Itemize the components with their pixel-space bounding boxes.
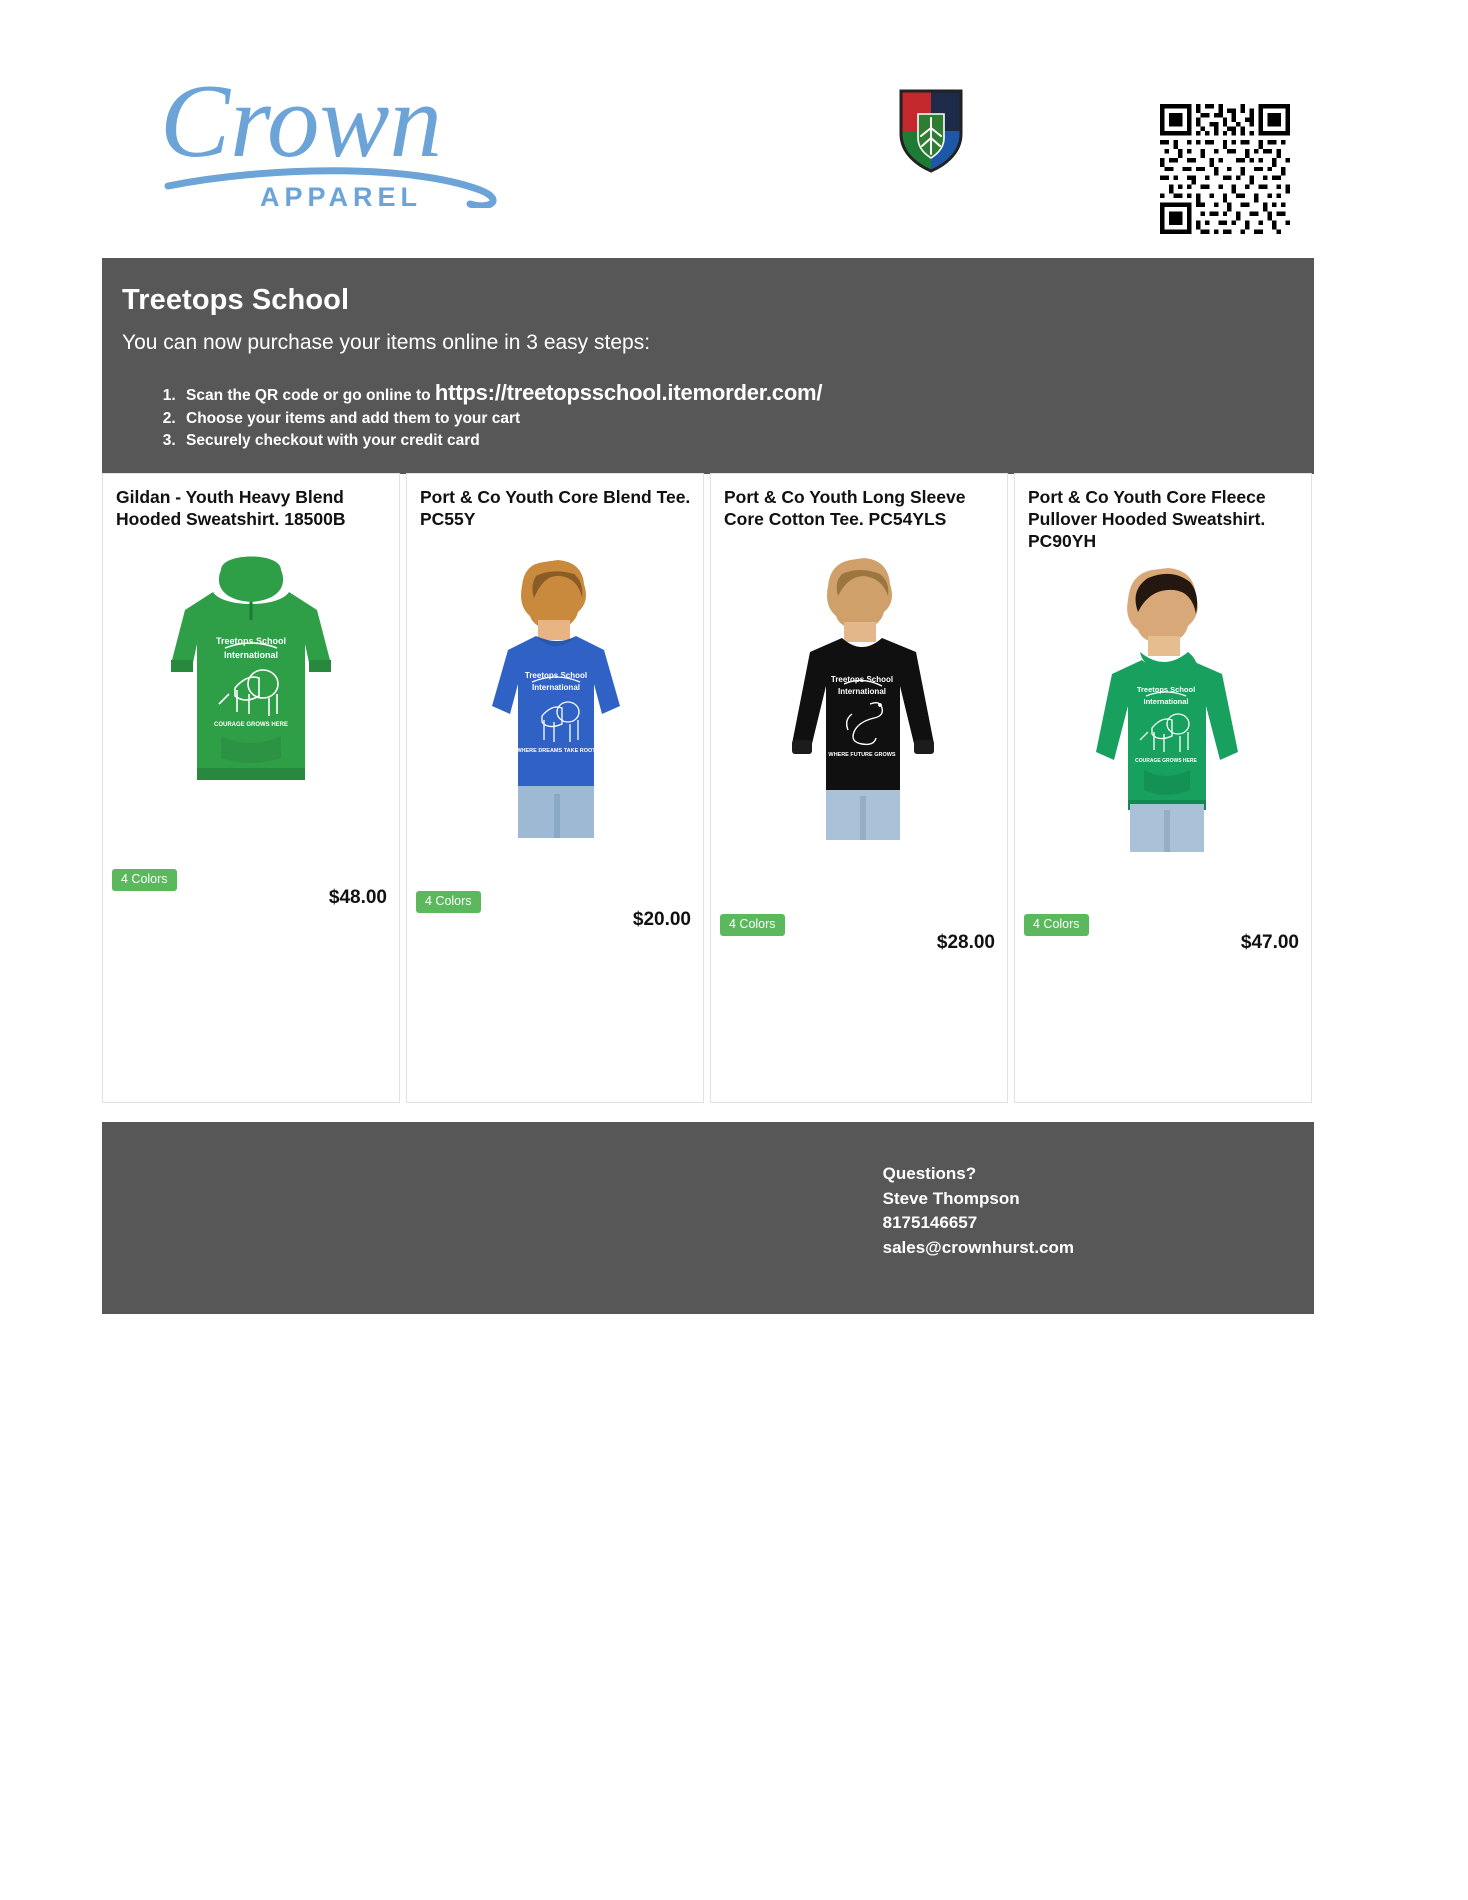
school-banner xyxy=(102,258,1314,474)
contact-name: Steve Thompson xyxy=(882,1188,1020,1208)
product-price: $20.00 xyxy=(632,909,691,930)
product-meta-row xyxy=(407,891,703,937)
svg-text:COURAGE GROWS HERE: COURAGE GROWS HERE xyxy=(213,722,289,728)
product-meta-row xyxy=(711,914,1007,960)
product-title: Port & Co Youth Core Blend Tee. PC55Y xyxy=(420,487,691,530)
svg-text:Treetops School: Treetops School xyxy=(830,675,893,684)
order-site-url[interactable]: https://treetopsschool.itemorder.com/ xyxy=(434,380,823,405)
step-item-1 xyxy=(180,377,1314,408)
product-card[interactable] xyxy=(102,473,400,1103)
product-image-green-hoodie-model xyxy=(1015,552,1311,856)
product-card[interactable] xyxy=(406,473,704,1103)
colors-badge[interactable]: 4 Colors xyxy=(416,891,481,913)
step-1-text: Scan the QR code or go online to xyxy=(186,387,435,404)
logo-subtext: APPAREL xyxy=(260,182,423,208)
product-price: $28.00 xyxy=(936,932,995,953)
product-card[interactable] xyxy=(1014,473,1312,1103)
product-title: Gildan - Youth Heavy Blend Hooded Sweatshirt. 18500B xyxy=(116,487,346,530)
colors-badge[interactable]: 4 Colors xyxy=(1024,914,1089,936)
brand-header xyxy=(0,0,1468,208)
qr-code-icon[interactable] xyxy=(1160,104,1290,234)
svg-text:International: International xyxy=(223,650,279,660)
svg-text:COURAGE GROWS HERE: COURAGE GROWS HERE xyxy=(1134,758,1197,765)
svg-text:Treetops School: Treetops School xyxy=(215,636,287,646)
step-2-text: Choose your items and add them to your cart xyxy=(186,410,521,428)
crown-logo-svg xyxy=(160,58,560,208)
svg-text:International: International xyxy=(1142,697,1189,707)
contact-block xyxy=(883,1162,1074,1261)
crown-apparel-logo xyxy=(160,58,560,208)
step-3-text: Securely checkout with your credit card xyxy=(186,432,480,450)
product-grid xyxy=(102,473,1314,1103)
logo-wordmark: Crown xyxy=(160,62,443,179)
school-crest-shield-icon xyxy=(898,88,964,174)
footer-bar xyxy=(102,1122,1314,1314)
product-meta-row xyxy=(1015,914,1311,960)
product-card[interactable] xyxy=(710,473,1008,1103)
ordering-steps-list xyxy=(102,377,1314,452)
product-meta-row xyxy=(103,869,399,915)
step-item-2 xyxy=(180,408,1314,430)
product-image-black-longsleeve-model xyxy=(711,540,1007,844)
product-price: $47.00 xyxy=(1240,932,1299,953)
svg-text:Treetops School: Treetops School xyxy=(1136,685,1195,695)
contact-phone[interactable]: 8175146657 xyxy=(882,1213,978,1233)
product-image-blue-tee-model xyxy=(407,540,703,844)
colors-badge[interactable]: 4 Colors xyxy=(112,869,177,891)
product-title: Port & Co Youth Core Fleece Pullover Hooded Sweatshirt. PC90YH xyxy=(1028,487,1266,552)
product-price: $48.00 xyxy=(328,887,387,908)
svg-text:WHERE FUTURE GROWS: WHERE FUTURE GROWS xyxy=(827,752,896,758)
product-title: Port & Co Youth Long Sleeve Core Cotton Tee. PC54YLS xyxy=(724,487,966,530)
contact-questions-label: Questions? xyxy=(882,1164,977,1183)
colors-badge[interactable]: 4 Colors xyxy=(720,914,785,936)
product-image-green-hoodie-flat xyxy=(103,540,399,844)
svg-text:International: International xyxy=(531,683,580,692)
svg-text:International: International xyxy=(837,687,886,696)
contact-email[interactable]: sales@crownhurst.com xyxy=(882,1237,1074,1257)
banner-subtitle: You can now purchase your items online in 3 easy steps: xyxy=(122,331,651,354)
svg-text:Treetops School: Treetops School xyxy=(524,671,587,680)
page-title: Treetops School xyxy=(122,284,350,316)
step-item-3 xyxy=(180,430,1314,452)
svg-text:WHERE DREAMS TAKE ROOT: WHERE DREAMS TAKE ROOT xyxy=(515,748,596,754)
